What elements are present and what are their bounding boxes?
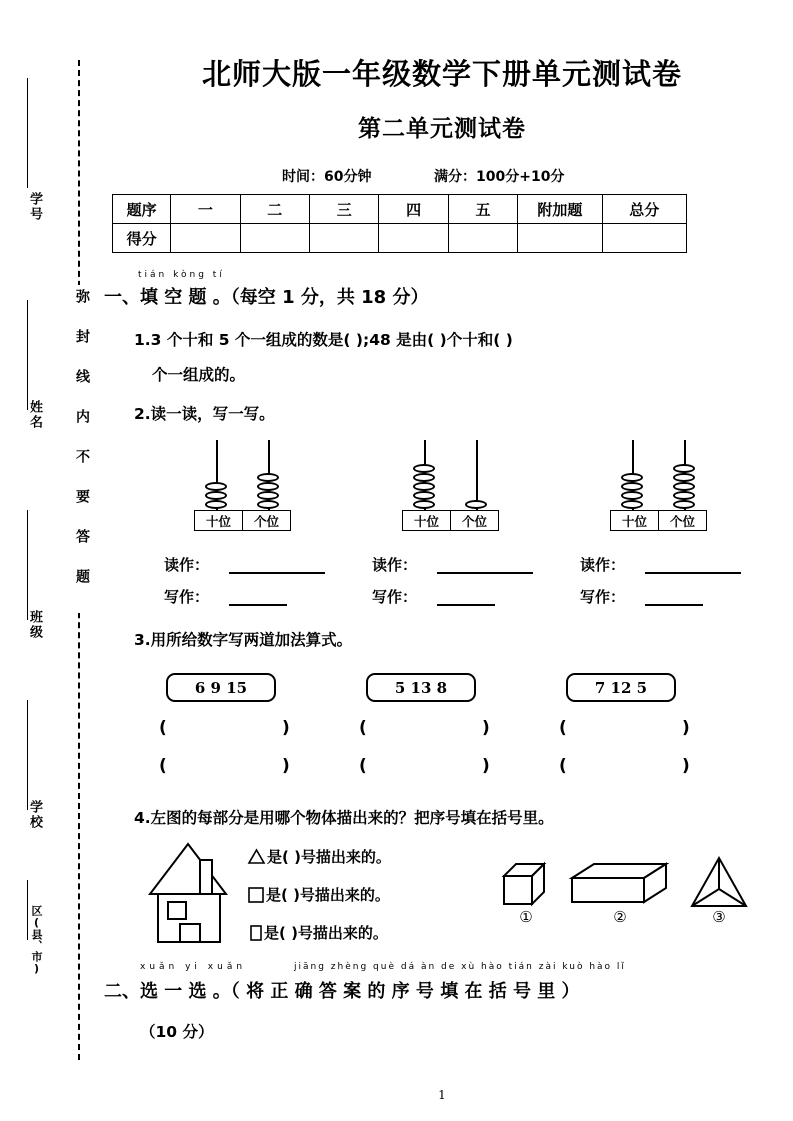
page-subtitle: 第二单元测试卷 — [358, 116, 526, 142]
abacus-bead — [205, 482, 227, 491]
object-number-2: ② — [613, 908, 627, 926]
question-1-line-2: 个一组成的。 — [152, 366, 246, 384]
answer-paren-open[interactable]: ( — [559, 718, 567, 738]
field-label-name: 姓名 — [27, 400, 42, 430]
abacus-base-3 — [610, 510, 707, 531]
number-group-box-3: 7 12 5 — [566, 673, 676, 702]
question-1-line-1: 1.3 个十和 5 个一组成的数是( );48 是由( )个十和( ) — [134, 331, 513, 349]
number-group-box-2: 5 13 8 — [366, 673, 476, 702]
score-col-header-5: 附加题 — [518, 195, 602, 224]
abacus-bead — [621, 500, 643, 509]
score-input-cell-4[interactable] — [448, 224, 517, 253]
score-col-header-4: 五 — [448, 195, 517, 224]
abacus-bead — [413, 464, 435, 473]
abacus-bead — [673, 500, 695, 509]
object-cube — [498, 858, 554, 914]
score-col-header-6: 总分 — [602, 195, 686, 224]
rectangle-icon — [250, 925, 262, 941]
answer-paren-close[interactable]: ) — [682, 718, 690, 738]
write-blank-3[interactable] — [645, 604, 703, 606]
score-row-label-1: 得分 — [113, 224, 171, 253]
pinyin-annotation-section2-b: jiāng zhèng què dá àn de xù hào tián zài kuò hào lǐ — [294, 962, 626, 972]
answer-paren-open[interactable]: ( — [559, 756, 567, 776]
table-row — [113, 195, 687, 224]
abacus-bead — [257, 482, 279, 491]
read-label-2: 读作： — [372, 556, 418, 574]
answer-paren-close[interactable]: ) — [282, 756, 290, 776]
page-number: 1 — [438, 1088, 446, 1102]
abacus-bead — [621, 491, 643, 500]
score-table — [112, 194, 687, 253]
object-cuboid — [568, 858, 672, 914]
abacus-bead — [413, 482, 435, 491]
abacus-bead — [205, 491, 227, 500]
exam-duration: 时间：60分钟 — [282, 169, 372, 185]
shape-line-triangle — [248, 846, 391, 867]
abacus-bead — [413, 500, 435, 509]
pinyin-annotation-section1: tián kòng tí — [138, 270, 225, 280]
place-label-tens: 十位 — [611, 511, 659, 530]
object-number-3: ③ — [712, 908, 726, 926]
object-number-1: ① — [519, 908, 533, 926]
question-2-title: 2.读一读，写一写。 — [134, 405, 275, 423]
seal-warning-text: 弥封线内不要答题 — [64, 285, 92, 613]
place-label-tens: 十位 — [403, 511, 451, 530]
abacus-bead — [673, 491, 695, 500]
table-row — [113, 224, 687, 253]
section-2-heading: 二、选 一 选 。（ 将 正 确 答 案 的 序 号 填 在 括 号 里 ） — [104, 981, 580, 1002]
abacus-bead — [621, 482, 643, 491]
write-blank-1[interactable] — [229, 604, 287, 606]
read-label-3: 读作： — [580, 556, 626, 574]
score-input-cell-0[interactable] — [171, 224, 240, 253]
margin-info-column — [0, 0, 56, 1121]
divider-line — [27, 700, 28, 810]
read-blank-1[interactable] — [229, 572, 325, 574]
exam-full-score: 满分：100分+10分 — [434, 169, 565, 185]
score-input-cell-6[interactable] — [602, 224, 686, 253]
triangle-icon — [248, 849, 265, 864]
seal-line-column — [60, 60, 96, 1060]
place-label-tens: 十位 — [195, 511, 243, 530]
write-label-2: 写作： — [372, 588, 418, 606]
abacus-bead — [257, 500, 279, 509]
place-label-ones: 个位 — [461, 513, 487, 529]
answer-paren-close[interactable]: ) — [482, 718, 490, 738]
pinyin-annotation-section2-a: xuǎn yi xuǎn — [140, 962, 247, 972]
abacus-bead — [205, 500, 227, 509]
read-blank-3[interactable] — [645, 572, 741, 574]
score-input-cell-2[interactable] — [310, 224, 379, 253]
write-label-1: 写作： — [164, 588, 210, 606]
answer-paren-close[interactable]: ) — [682, 756, 690, 776]
score-col-header-3: 四 — [379, 195, 448, 224]
score-col-header-0: 一 — [171, 195, 240, 224]
number-group-box-1: 6 9 15 — [166, 673, 276, 702]
abacus-bead — [673, 464, 695, 473]
abacus-base-2 — [402, 510, 499, 531]
write-blank-2[interactable] — [437, 604, 495, 606]
score-input-cell-5[interactable] — [518, 224, 602, 253]
house-figure — [144, 840, 240, 944]
abacus-bead — [413, 491, 435, 500]
score-row-label-0: 题序 — [113, 195, 171, 224]
page-title: 北师大版一年级数学下册单元测试卷 — [201, 57, 682, 91]
answer-paren-open[interactable]: ( — [359, 718, 367, 738]
divider-line — [27, 78, 28, 188]
shape-line-square — [248, 884, 390, 905]
abacus-bead — [257, 491, 279, 500]
shape-line-text: 是( )号描出来的。 — [267, 848, 391, 866]
abacus-bead — [257, 473, 279, 482]
object-pyramid — [688, 856, 750, 914]
field-label-district: 区(县、市) — [30, 905, 43, 975]
question-4-title: 4.左图的每部分是用哪个物体描出来的？把序号填在括号里。 — [134, 809, 554, 827]
answer-paren-open[interactable]: ( — [159, 718, 167, 738]
square-icon — [248, 887, 264, 903]
answer-paren-open[interactable]: ( — [359, 756, 367, 776]
score-input-cell-1[interactable] — [240, 224, 309, 253]
answer-paren-close[interactable]: ) — [282, 718, 290, 738]
abacus-base-1 — [194, 510, 291, 531]
field-label-school: 学校 — [27, 800, 42, 830]
place-label-ones: 个位 — [669, 513, 695, 529]
abacus-bead — [673, 482, 695, 491]
section-1-heading: 一、填 空 题 。（每空 1 分，共 18 分） — [104, 287, 429, 308]
field-label-student-id: 学号 — [27, 192, 42, 222]
answer-paren-close[interactable]: ) — [482, 756, 490, 776]
place-label-ones: 个位 — [253, 513, 279, 529]
divider-line — [27, 510, 28, 620]
score-col-header-1: 二 — [240, 195, 309, 224]
score-input-cell-3[interactable] — [379, 224, 448, 253]
shape-line-text: 是( )号描出来的。 — [266, 886, 390, 904]
abacus-bead — [465, 500, 487, 509]
abacus-bead — [413, 473, 435, 482]
write-label-3: 写作： — [580, 588, 626, 606]
question-3-title: 3.用所给数字写两道加法算式。 — [134, 631, 353, 649]
shape-line-text: 是( )号描出来的。 — [264, 924, 388, 942]
divider-line — [27, 300, 28, 410]
shape-line-rect — [250, 922, 388, 943]
section-2-score: （10 分） — [140, 1023, 214, 1041]
answer-paren-open[interactable]: ( — [159, 756, 167, 776]
read-blank-2[interactable] — [437, 572, 533, 574]
abacus-bead — [621, 473, 643, 482]
read-label-1: 读作： — [164, 556, 210, 574]
score-col-header-2: 三 — [310, 195, 379, 224]
abacus-bead — [673, 473, 695, 482]
field-label-class: 班级 — [27, 610, 42, 640]
